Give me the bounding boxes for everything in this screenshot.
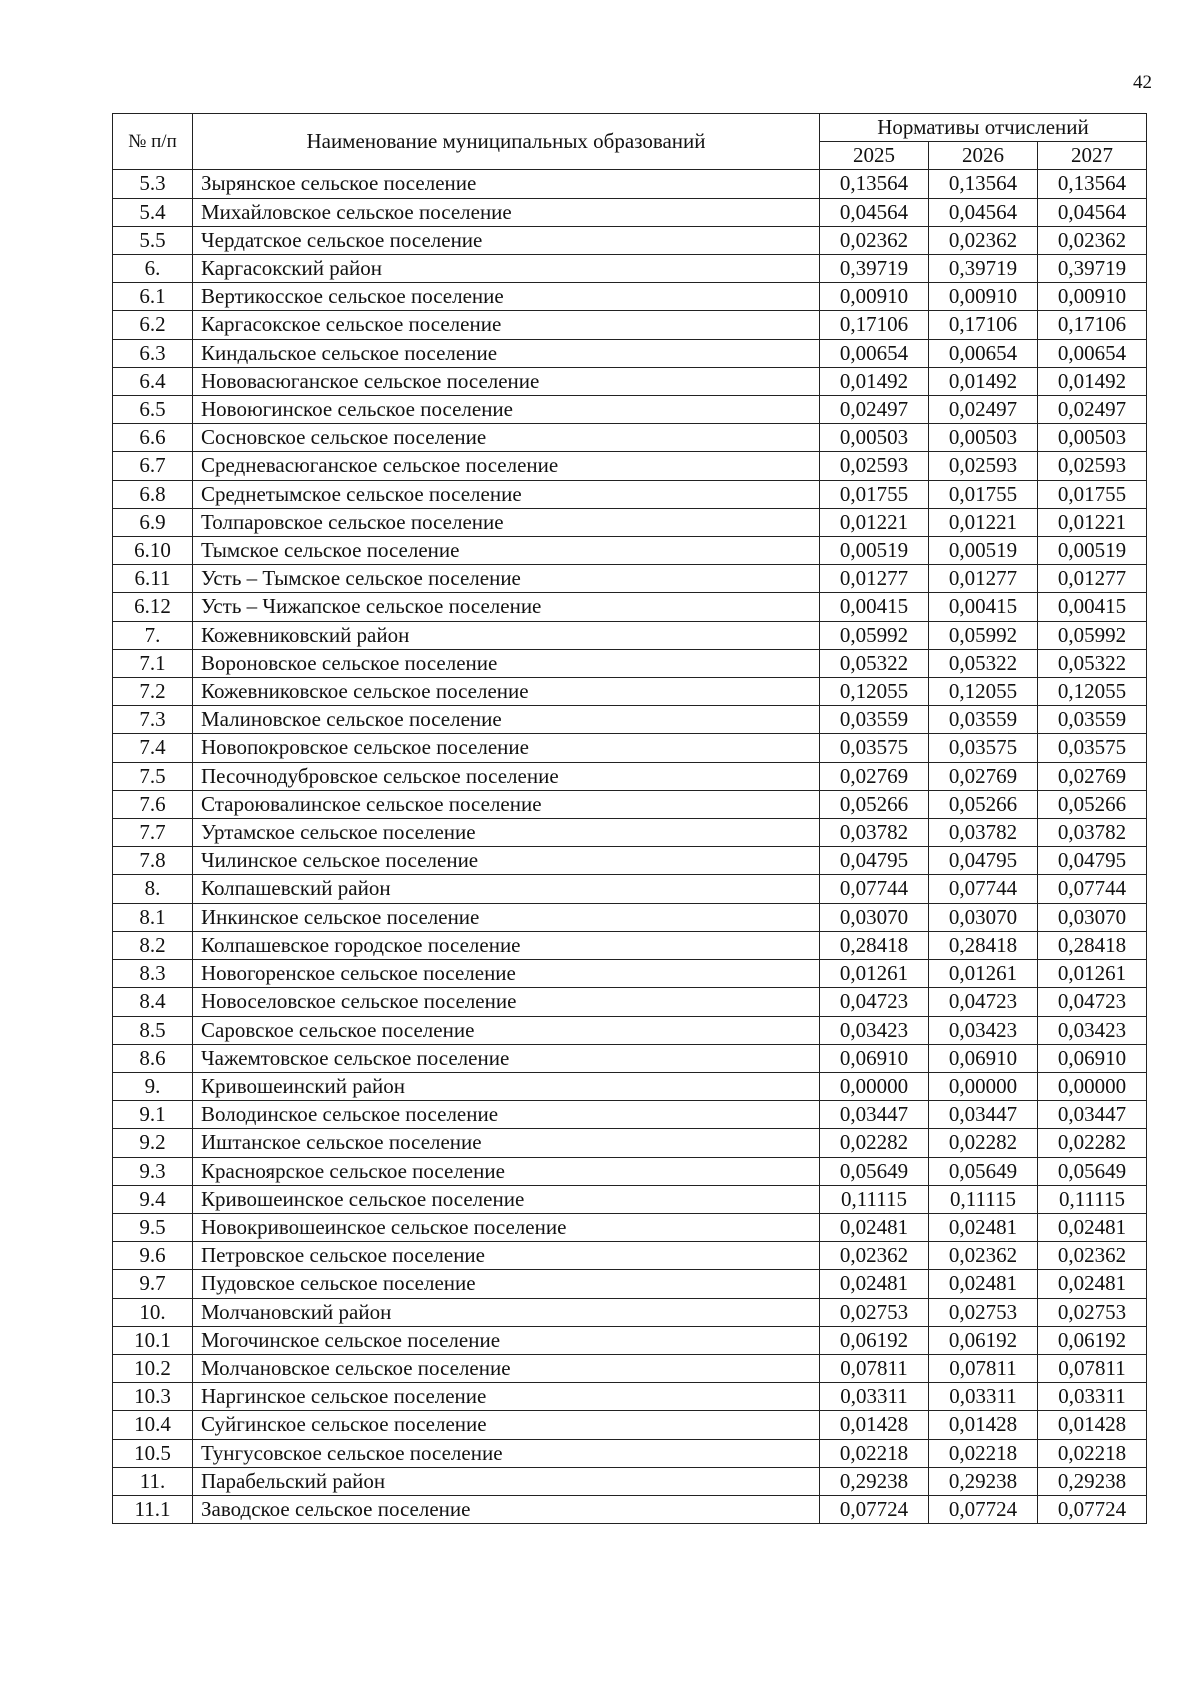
municipality-name: Новогоренское сельское поселение — [193, 960, 820, 988]
municipality-name: Колпашевский район — [193, 875, 820, 903]
table-row — [113, 1495, 1147, 1523]
norm-2027: 0,02753 — [1038, 1298, 1147, 1326]
row-number: 7.7 — [113, 819, 193, 847]
table-body — [113, 170, 1147, 1524]
norm-2025: 0,02362 — [820, 1242, 929, 1270]
municipality-name: Кожевниковский район — [193, 621, 820, 649]
row-number: 6.2 — [113, 311, 193, 339]
table-row — [113, 1185, 1147, 1213]
norm-2026: 0,39719 — [929, 255, 1038, 283]
norm-2025: 0,07744 — [820, 875, 929, 903]
norm-2026: 0,12055 — [929, 678, 1038, 706]
row-number: 7.5 — [113, 762, 193, 790]
norm-2026: 0,05649 — [929, 1157, 1038, 1185]
table-row — [113, 1072, 1147, 1100]
norm-2027: 0,02481 — [1038, 1213, 1147, 1241]
municipality-name: Песочнодубровское сельское поселение — [193, 762, 820, 790]
header-year-2026: 2026 — [929, 142, 1038, 170]
norm-2026: 0,02218 — [929, 1439, 1038, 1467]
norm-2027: 0,02282 — [1038, 1129, 1147, 1157]
row-number: 7. — [113, 621, 193, 649]
norm-2026: 0,04795 — [929, 847, 1038, 875]
table-row — [113, 706, 1147, 734]
municipality-name: Петровское сельское поселение — [193, 1242, 820, 1270]
norm-2027: 0,04723 — [1038, 988, 1147, 1016]
table-row — [113, 508, 1147, 536]
norm-2026: 0,00519 — [929, 537, 1038, 565]
header-norms-group: Нормативы отчислений — [820, 114, 1147, 142]
norm-2025: 0,01261 — [820, 960, 929, 988]
norm-2027: 0,01261 — [1038, 960, 1147, 988]
norm-2026: 0,02362 — [929, 1242, 1038, 1270]
municipality-name: Красноярское сельское поселение — [193, 1157, 820, 1185]
table-row — [113, 819, 1147, 847]
norm-2025: 0,29238 — [820, 1467, 929, 1495]
municipality-name: Инкинское сельское поселение — [193, 903, 820, 931]
municipality-name: Киндальское сельское поселение — [193, 339, 820, 367]
header-name: Наименование муниципальных образований — [193, 114, 820, 170]
row-number: 6.3 — [113, 339, 193, 367]
norm-2027: 0,02481 — [1038, 1270, 1147, 1298]
municipality-name: Наргинское сельское поселение — [193, 1383, 820, 1411]
table-row — [113, 1298, 1147, 1326]
norm-2027: 0,04795 — [1038, 847, 1147, 875]
norm-2025: 0,04564 — [820, 198, 929, 226]
municipality-name: Кожевниковское сельское поселение — [193, 678, 820, 706]
row-number: 9.2 — [113, 1129, 193, 1157]
municipality-name: Староювалинское сельское поселение — [193, 790, 820, 818]
norm-2027: 0,01755 — [1038, 480, 1147, 508]
table-row — [113, 396, 1147, 424]
table-row — [113, 1044, 1147, 1072]
municipality-name: Парабельский район — [193, 1467, 820, 1495]
row-number: 6. — [113, 255, 193, 283]
norm-2026: 0,06910 — [929, 1044, 1038, 1072]
row-number: 9.6 — [113, 1242, 193, 1270]
municipality-name: Каргасокский район — [193, 255, 820, 283]
norm-2027: 0,00519 — [1038, 537, 1147, 565]
norm-2027: 0,03559 — [1038, 706, 1147, 734]
norm-2026: 0,01755 — [929, 480, 1038, 508]
row-number: 5.5 — [113, 226, 193, 254]
norm-2026: 0,00415 — [929, 593, 1038, 621]
table-row — [113, 1213, 1147, 1241]
norm-2025: 0,03423 — [820, 1016, 929, 1044]
norm-2027: 0,06910 — [1038, 1044, 1147, 1072]
norm-2026: 0,02282 — [929, 1129, 1038, 1157]
norm-2026: 0,02481 — [929, 1213, 1038, 1241]
municipality-name: Молчановский район — [193, 1298, 820, 1326]
norm-2026: 0,00503 — [929, 424, 1038, 452]
row-number: 10.4 — [113, 1411, 193, 1439]
municipality-name: Усть – Чижапское сельское поселение — [193, 593, 820, 621]
norm-2026: 0,03575 — [929, 734, 1038, 762]
row-number: 7.1 — [113, 649, 193, 677]
norm-2025: 0,28418 — [820, 931, 929, 959]
norm-2026: 0,01221 — [929, 508, 1038, 536]
row-number: 11. — [113, 1467, 193, 1495]
norm-2025: 0,01221 — [820, 508, 929, 536]
table-row — [113, 903, 1147, 931]
norm-2025: 0,03070 — [820, 903, 929, 931]
municipality-name: Зырянское сельское поселение — [193, 170, 820, 198]
norm-2027: 0,07811 — [1038, 1354, 1147, 1382]
municipality-name: Вороновское сельское поселение — [193, 649, 820, 677]
row-number: 8.5 — [113, 1016, 193, 1044]
table-row — [113, 198, 1147, 226]
norm-2026: 0,13564 — [929, 170, 1038, 198]
municipality-name: Володинское сельское поселение — [193, 1101, 820, 1129]
norm-2027: 0,00654 — [1038, 339, 1147, 367]
norm-2025: 0,03575 — [820, 734, 929, 762]
norm-2025: 0,06910 — [820, 1044, 929, 1072]
table-row — [113, 1270, 1147, 1298]
table-row — [113, 960, 1147, 988]
norm-2026: 0,29238 — [929, 1467, 1038, 1495]
norm-2026: 0,04564 — [929, 198, 1038, 226]
norm-2027: 0,03311 — [1038, 1383, 1147, 1411]
row-number: 7.6 — [113, 790, 193, 818]
norm-2025: 0,13564 — [820, 170, 929, 198]
norm-2026: 0,28418 — [929, 931, 1038, 959]
norm-2026: 0,03559 — [929, 706, 1038, 734]
norm-2027: 0,39719 — [1038, 255, 1147, 283]
norm-2027: 0,12055 — [1038, 678, 1147, 706]
norm-2026: 0,02753 — [929, 1298, 1038, 1326]
row-number: 9.5 — [113, 1213, 193, 1241]
table-row — [113, 367, 1147, 395]
norm-2026: 0,01261 — [929, 960, 1038, 988]
row-number: 6.9 — [113, 508, 193, 536]
row-number: 8.3 — [113, 960, 193, 988]
table-row — [113, 762, 1147, 790]
norm-2027: 0,29238 — [1038, 1467, 1147, 1495]
table-row — [113, 931, 1147, 959]
norm-2026: 0,03311 — [929, 1383, 1038, 1411]
norm-2026: 0,00000 — [929, 1072, 1038, 1100]
norm-2027: 0,17106 — [1038, 311, 1147, 339]
norm-2027: 0,11115 — [1038, 1185, 1147, 1213]
norm-2026: 0,05266 — [929, 790, 1038, 818]
table-row — [113, 339, 1147, 367]
table-row — [113, 170, 1147, 198]
row-number: 11.1 — [113, 1495, 193, 1523]
row-number: 7.3 — [113, 706, 193, 734]
row-number: 9.3 — [113, 1157, 193, 1185]
norm-2025: 0,02769 — [820, 762, 929, 790]
norm-2025: 0,02753 — [820, 1298, 929, 1326]
table-row — [113, 649, 1147, 677]
norm-2027: 0,05266 — [1038, 790, 1147, 818]
municipality-name: Чажемтовское сельское поселение — [193, 1044, 820, 1072]
row-number: 10. — [113, 1298, 193, 1326]
norm-2027: 0,02497 — [1038, 396, 1147, 424]
row-number: 6.4 — [113, 367, 193, 395]
row-number: 10.5 — [113, 1439, 193, 1467]
norm-2026: 0,03447 — [929, 1101, 1038, 1129]
norm-2027: 0,01428 — [1038, 1411, 1147, 1439]
norm-2025: 0,07811 — [820, 1354, 929, 1382]
norm-2025: 0,04723 — [820, 988, 929, 1016]
norm-2026: 0,01492 — [929, 367, 1038, 395]
table-row — [113, 480, 1147, 508]
table-row — [113, 1326, 1147, 1354]
table-row — [113, 1157, 1147, 1185]
row-number: 10.1 — [113, 1326, 193, 1354]
norm-2025: 0,12055 — [820, 678, 929, 706]
table-row — [113, 1101, 1147, 1129]
table-row — [113, 678, 1147, 706]
table-row — [113, 311, 1147, 339]
norm-2026: 0,17106 — [929, 311, 1038, 339]
table-header — [113, 114, 1147, 170]
table-row — [113, 875, 1147, 903]
municipality-name: Новопокровское сельское поселение — [193, 734, 820, 762]
norm-2026: 0,07744 — [929, 875, 1038, 903]
row-number: 9.1 — [113, 1101, 193, 1129]
row-number: 9. — [113, 1072, 193, 1100]
table-row — [113, 593, 1147, 621]
norm-2025: 0,03559 — [820, 706, 929, 734]
table-row — [113, 621, 1147, 649]
municipality-name: Каргасокское сельское поселение — [193, 311, 820, 339]
table-row — [113, 988, 1147, 1016]
municipality-name: Вертикосское сельское поселение — [193, 283, 820, 311]
municipality-name: Тымское сельское поселение — [193, 537, 820, 565]
row-number: 10.3 — [113, 1383, 193, 1411]
row-number: 8.1 — [113, 903, 193, 931]
norm-2027: 0,06192 — [1038, 1326, 1147, 1354]
municipality-name: Усть – Тымское сельское поселение — [193, 565, 820, 593]
norm-2025: 0,03311 — [820, 1383, 929, 1411]
row-number: 6.1 — [113, 283, 193, 311]
table-row — [113, 847, 1147, 875]
norm-2027: 0,01277 — [1038, 565, 1147, 593]
row-number: 6.5 — [113, 396, 193, 424]
norm-2025: 0,02481 — [820, 1213, 929, 1241]
norm-2025: 0,02481 — [820, 1270, 929, 1298]
norm-2025: 0,06192 — [820, 1326, 929, 1354]
municipality-name: Чилинское сельское поселение — [193, 847, 820, 875]
norm-2025: 0,03782 — [820, 819, 929, 847]
norm-2026: 0,07811 — [929, 1354, 1038, 1382]
norm-2025: 0,05322 — [820, 649, 929, 677]
municipality-name: Суйгинское сельское поселение — [193, 1411, 820, 1439]
municipality-name: Сосновское сельское поселение — [193, 424, 820, 452]
municipality-name: Молчановское сельское поселение — [193, 1354, 820, 1382]
norm-2025: 0,07724 — [820, 1495, 929, 1523]
norm-2026: 0,02481 — [929, 1270, 1038, 1298]
norm-2025: 0,00503 — [820, 424, 929, 452]
row-number: 6.10 — [113, 537, 193, 565]
norm-2026: 0,03423 — [929, 1016, 1038, 1044]
norm-2027: 0,02362 — [1038, 226, 1147, 254]
norm-2025: 0,05266 — [820, 790, 929, 818]
norm-2026: 0,05322 — [929, 649, 1038, 677]
norm-2026: 0,06192 — [929, 1326, 1038, 1354]
row-number: 7.4 — [113, 734, 193, 762]
municipality-name: Иштанское сельское поселение — [193, 1129, 820, 1157]
norm-2027: 0,03423 — [1038, 1016, 1147, 1044]
norm-2026: 0,02593 — [929, 452, 1038, 480]
header-year-2027: 2027 — [1038, 142, 1147, 170]
norm-2025: 0,00910 — [820, 283, 929, 311]
municipality-name: Малиновское сельское поселение — [193, 706, 820, 734]
municipality-name: Кривошеинское сельское поселение — [193, 1185, 820, 1213]
norm-2027: 0,13564 — [1038, 170, 1147, 198]
norm-2026: 0,02769 — [929, 762, 1038, 790]
row-number: 8. — [113, 875, 193, 903]
norm-2027: 0,07744 — [1038, 875, 1147, 903]
municipality-name: Новокривошеинское сельское поселение — [193, 1213, 820, 1241]
municipality-name: Нововасюганское сельское поселение — [193, 367, 820, 395]
norms-table — [112, 113, 1147, 1524]
table-row — [113, 452, 1147, 480]
norm-2026: 0,01277 — [929, 565, 1038, 593]
norm-2027: 0,05992 — [1038, 621, 1147, 649]
table-row — [113, 226, 1147, 254]
municipality-name: Новоселовское сельское поселение — [193, 988, 820, 1016]
norm-2025: 0,03447 — [820, 1101, 929, 1129]
municipality-name: Тунгусовское сельское поселение — [193, 1439, 820, 1467]
table-row — [113, 1467, 1147, 1495]
norm-2026: 0,01428 — [929, 1411, 1038, 1439]
table-row — [113, 424, 1147, 452]
row-number: 6.7 — [113, 452, 193, 480]
row-number: 8.6 — [113, 1044, 193, 1072]
municipality-name: Новоюгинское сельское поселение — [193, 396, 820, 424]
norm-2027: 0,01492 — [1038, 367, 1147, 395]
norm-2027: 0,03782 — [1038, 819, 1147, 847]
norm-2027: 0,28418 — [1038, 931, 1147, 959]
table-row — [113, 1383, 1147, 1411]
norm-2026: 0,00910 — [929, 283, 1038, 311]
row-number: 7.8 — [113, 847, 193, 875]
row-number: 7.2 — [113, 678, 193, 706]
norm-2025: 0,05649 — [820, 1157, 929, 1185]
norm-2026: 0,02497 — [929, 396, 1038, 424]
norm-2027: 0,02362 — [1038, 1242, 1147, 1270]
norm-2026: 0,00654 — [929, 339, 1038, 367]
norm-2025: 0,02497 — [820, 396, 929, 424]
norm-2027: 0,02218 — [1038, 1439, 1147, 1467]
page-number: 42 — [1133, 72, 1152, 93]
norm-2025: 0,11115 — [820, 1185, 929, 1213]
table-row — [113, 1411, 1147, 1439]
table-row — [113, 1242, 1147, 1270]
norm-2027: 0,00000 — [1038, 1072, 1147, 1100]
norm-2025: 0,01755 — [820, 480, 929, 508]
norm-2025: 0,02218 — [820, 1439, 929, 1467]
municipality-name: Чердатское сельское поселение — [193, 226, 820, 254]
norm-2025: 0,01492 — [820, 367, 929, 395]
municipality-name: Уртамское сельское поселение — [193, 819, 820, 847]
row-number: 5.3 — [113, 170, 193, 198]
norm-2026: 0,11115 — [929, 1185, 1038, 1213]
norm-2026: 0,02362 — [929, 226, 1038, 254]
table-row — [113, 1016, 1147, 1044]
norm-2027: 0,05649 — [1038, 1157, 1147, 1185]
row-number: 8.4 — [113, 988, 193, 1016]
norm-2027: 0,04564 — [1038, 198, 1147, 226]
norm-2027: 0,00910 — [1038, 283, 1147, 311]
norm-2027: 0,00415 — [1038, 593, 1147, 621]
table-row — [113, 790, 1147, 818]
norm-2026: 0,03782 — [929, 819, 1038, 847]
norm-2027: 0,03447 — [1038, 1101, 1147, 1129]
table-row — [113, 734, 1147, 762]
norm-2025: 0,04795 — [820, 847, 929, 875]
header-year-2025: 2025 — [820, 142, 929, 170]
norm-2027: 0,02593 — [1038, 452, 1147, 480]
norm-2025: 0,00519 — [820, 537, 929, 565]
table-row — [113, 255, 1147, 283]
header-num: № п/п — [113, 114, 193, 170]
norm-2025: 0,02593 — [820, 452, 929, 480]
municipality-name: Колпашевское городское поселение — [193, 931, 820, 959]
row-number: 10.2 — [113, 1354, 193, 1382]
norm-2025: 0,39719 — [820, 255, 929, 283]
norm-2025: 0,00000 — [820, 1072, 929, 1100]
row-number: 8.2 — [113, 931, 193, 959]
norm-2025: 0,02282 — [820, 1129, 929, 1157]
table-row — [113, 537, 1147, 565]
table-row — [113, 1354, 1147, 1382]
municipality-name: Могочинское сельское поселение — [193, 1326, 820, 1354]
municipality-name: Заводское сельское поселение — [193, 1495, 820, 1523]
norm-2025: 0,05992 — [820, 621, 929, 649]
row-number: 5.4 — [113, 198, 193, 226]
municipality-name: Михайловское сельское поселение — [193, 198, 820, 226]
norm-2027: 0,01221 — [1038, 508, 1147, 536]
municipality-name: Среднетымское сельское поселение — [193, 480, 820, 508]
norm-2027: 0,00503 — [1038, 424, 1147, 452]
table-row — [113, 283, 1147, 311]
municipality-name: Средневасюганское сельское поселение — [193, 452, 820, 480]
norm-2027: 0,03575 — [1038, 734, 1147, 762]
municipality-name: Саровское сельское поселение — [193, 1016, 820, 1044]
row-number: 6.11 — [113, 565, 193, 593]
norm-2027: 0,02769 — [1038, 762, 1147, 790]
row-number: 9.7 — [113, 1270, 193, 1298]
norm-2025: 0,01428 — [820, 1411, 929, 1439]
table-row — [113, 1439, 1147, 1467]
norm-2026: 0,03070 — [929, 903, 1038, 931]
norm-2026: 0,05992 — [929, 621, 1038, 649]
row-number: 6.12 — [113, 593, 193, 621]
norm-2025: 0,02362 — [820, 226, 929, 254]
norm-2027: 0,03070 — [1038, 903, 1147, 931]
row-number: 6.8 — [113, 480, 193, 508]
norm-2025: 0,01277 — [820, 565, 929, 593]
norm-2025: 0,00415 — [820, 593, 929, 621]
row-number: 9.4 — [113, 1185, 193, 1213]
municipality-name: Кривошеинский район — [193, 1072, 820, 1100]
norm-2025: 0,17106 — [820, 311, 929, 339]
norm-2025: 0,00654 — [820, 339, 929, 367]
row-number: 6.6 — [113, 424, 193, 452]
municipality-name: Пудовское сельское поселение — [193, 1270, 820, 1298]
table-row — [113, 565, 1147, 593]
norm-2026: 0,04723 — [929, 988, 1038, 1016]
norm-2027: 0,05322 — [1038, 649, 1147, 677]
norm-2026: 0,07724 — [929, 1495, 1038, 1523]
municipality-name: Толпаровское сельское поселение — [193, 508, 820, 536]
norm-2027: 0,07724 — [1038, 1495, 1147, 1523]
table-row — [113, 1129, 1147, 1157]
